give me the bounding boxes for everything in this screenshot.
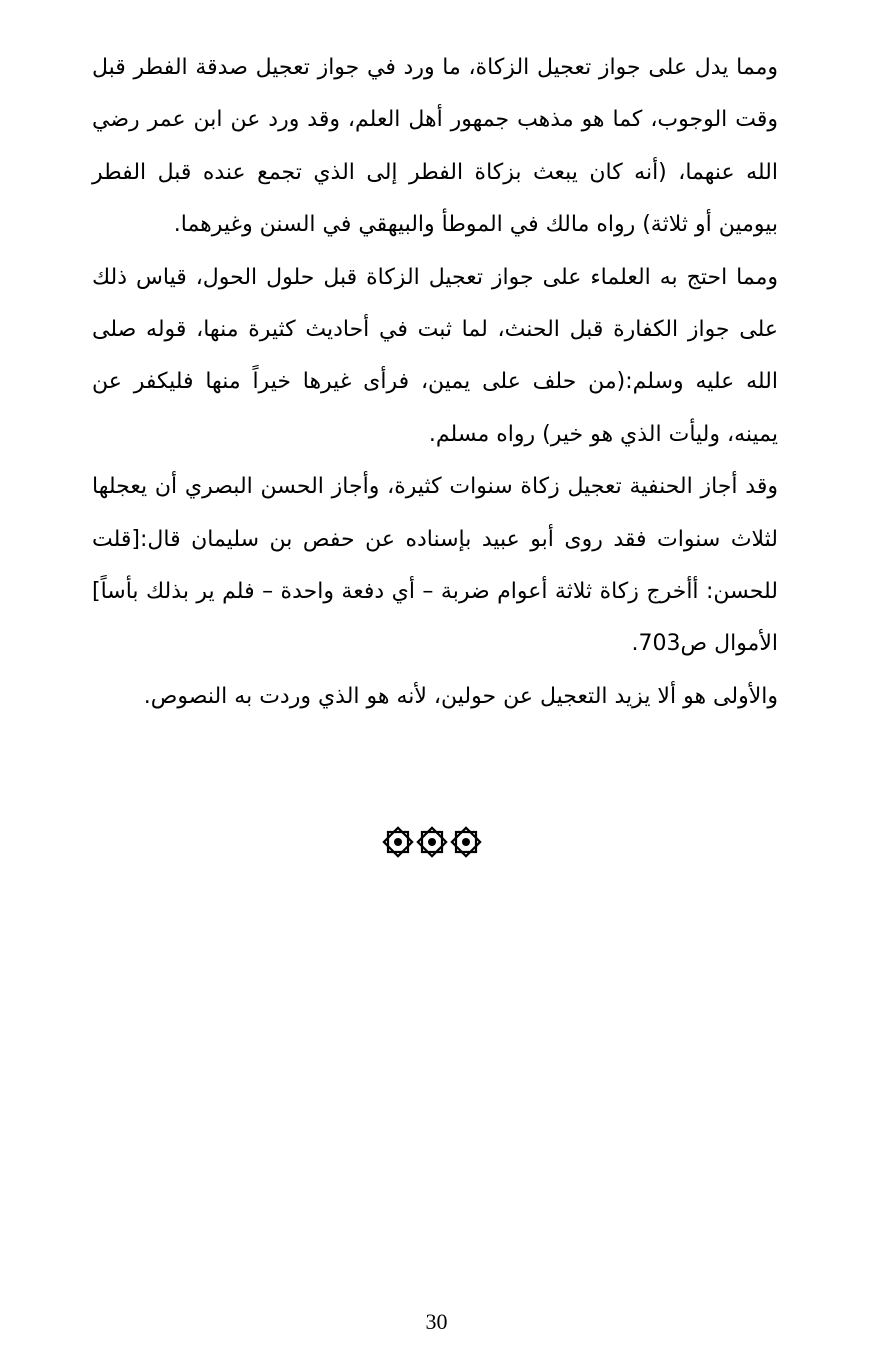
paragraph-4: والأولى هو ألا يزيد التعجيل عن حولين، لأنه هو الذي وردت به النصوص. (143, 683, 778, 709)
triple-star-ornament-icon (380, 823, 484, 861)
body-text (92, 42, 778, 723)
paragraph-2: ومما احتج به العلماء على جواز تعجيل الزكاة قبل حلول الحول، قياس ذلك على جواز الكفارة قبل الحنث، لما ثبت في أحاديث كثيرة منها، قوله صلى الله عليه وسلم:(من حلف على يمين، فرأى غيرها خيراً منها فليكفر عن يمينه، وليأت الذي هو خير) رواه مسلم. (92, 264, 778, 447)
paragraph-1: ومما يدل على جواز تعجيل الزكاة، ما ورد في جواز تعجيل صدقة الفطر قبل وقت الوجوب، كما هو مذهب جمهور أهل العلم، وقد ورد عن ابن عمر رضي الله عنهما، (أنه كان يبعث بزكاة الفطر إلى الذي تجمع عنده قبل الفطر بيومين أو ثلاثة) رواه مالك في الموطأ والبيهقي في السنن وغيرهما. (92, 55, 778, 238)
paragraph-3: وقد أجاز الحنفية تعجيل زكاة سنوات كثيرة، وأجاز الحسن البصري أن يعجلها لثلاث سنوات فقد روى أبو عبيد بإسناده عن حفص بن سليمان قال:[قلت للحسن: أأخرج زكاة ثلاثة أعوام ضربة – أي دفعة واحدة – فلم ير بذلك بأساً] الأموال ص703. (92, 474, 778, 657)
page-number: 30 (425, 1309, 448, 1334)
